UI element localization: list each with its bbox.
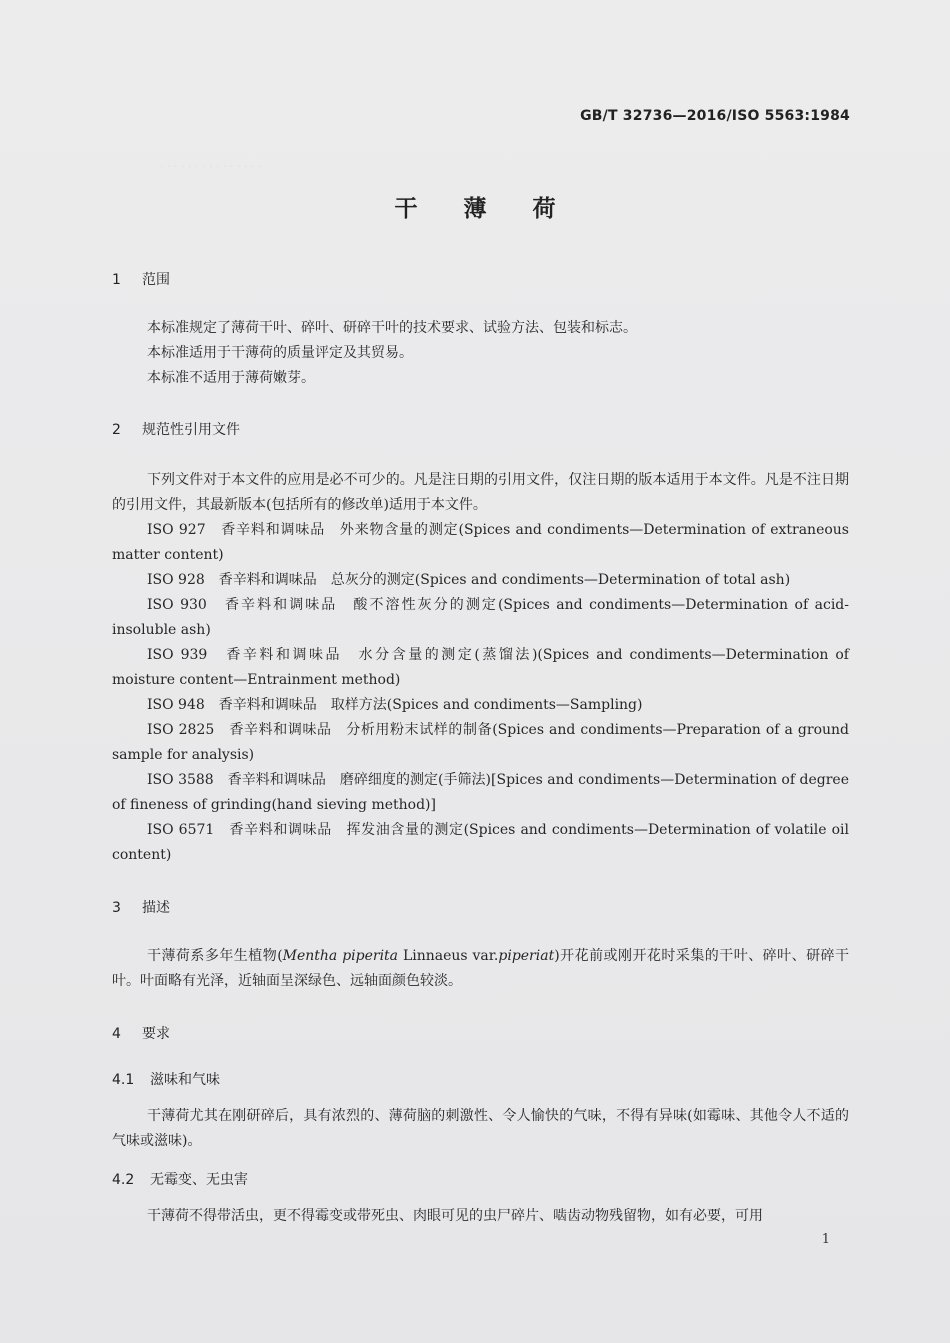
section-2-heading [112, 419, 240, 439]
section-title: 范围 [142, 272, 170, 288]
description-text: )开花前或刚开花时采集的干叶、碎叶、研碎干叶。叶面略有光泽，近轴面呈深绿色、远轴面颜色较淡。 [112, 948, 849, 989]
description-text: 干薄荷系多年生植物( [147, 948, 283, 964]
section-number: 3 [112, 900, 121, 916]
scope-para-3: 本标准不适用于薄荷嫩芽。 [147, 370, 315, 386]
reference-iso-928: ISO 928 香辛料和调味品 总灰分的测定(Spices and condiments—Determination of total ash) [147, 572, 791, 588]
section-1-heading [112, 269, 170, 289]
reference-iso-2825: ISO 2825 香辛料和调味品 分析用粉末试样的制备(Spices and condiments—Preparation of a ground sample for analysis) [112, 722, 849, 763]
section-title: 描述 [142, 900, 170, 916]
description-text: Linnaeus var. [398, 948, 499, 964]
subsection-title: 滋味和气味 [150, 1072, 220, 1088]
reference-iso-6571: ISO 6571 香辛料和调味品 挥发油含量的测定(Spices and condiments—Determination of volatile oil content) [112, 822, 849, 863]
normative-intro: 下列文件对于本文件的应用是必不可少的。凡是注日期的引用文件，仅注日期的版本适用于本文件。凡是不注日期的引用文件，其最新版本(包括所有的修改单)适用于本文件。 [112, 472, 849, 513]
standard-number: GB/T 32736—2016/ISO 5563:1984 [580, 108, 850, 124]
reference-iso-948: ISO 948 香辛料和调味品 取样方法(Spices and condiments—Sampling) [147, 697, 643, 713]
mould-insect-para: 干薄荷不得带活虫，更不得霉变或带死虫、肉眼可见的虫尸碎片、啮齿动物残留物，如有必要，可用 [147, 1208, 763, 1224]
page-number: 1 [821, 1232, 830, 1247]
section-number: 4 [112, 1026, 121, 1042]
scope-para-2: 本标准适用于干薄荷的质量评定及其贸易。 [147, 345, 413, 361]
document-title: 干薄荷 [394, 196, 602, 222]
latin-variety: piperiat [498, 948, 555, 964]
scope-para-1: 本标准规定了薄荷干叶、碎叶、研碎干叶的技术要求、试验方法、包装和标志。 [147, 320, 637, 336]
reference-iso-930: ISO 930 香辛料和调味品 酸不溶性灰分的测定(Spices and condiments—Determination of acid-insoluble ash) [112, 597, 849, 638]
reference-iso-939: ISO 939 香辛料和调味品 水分含量的测定(蒸馏法)(Spices and condiments—Determination of moisture content—Entrainment method) [112, 647, 849, 688]
reference-iso-3588: ISO 3588 香辛料和调味品 磨碎细度的测定(手筛法)[Spices and condiments—Determination of degree of fineness of grinding(hand sieving method)] [112, 772, 849, 813]
taste-odour-para: 干薄荷尤其在刚研碎后，具有浓烈的、薄荷脑的刺激性、令人愉快的气味，不得有异味(如霉味、其他令人不适的气味或滋味)。 [112, 1108, 849, 1149]
latin-name: Mentha piperita [282, 948, 399, 964]
document-page: GB/T 32736—2016/ISO 5563:1984 干薄荷 · · · · · · · · · · · · · · · 1 范围 本标准规定了薄荷干叶、碎叶、研碎干叶的技术要求、试验方法、包装和标志。 本标准适用于干薄荷的质量评定及其贸易。 本标准不适用于薄荷嫩芽。 2 规范性引用文件 下列文件对于本文件的应用是必不可少的。凡是注日期的引用文件，仅注日期的版本适用于本文件。凡是不注日期的引用文件，其最新版本(包括所有的修改单)适用于本文件。 ISO 927 香辛料和调味品 外来物含量的测定(Spices and condiments—Determination of extraneous matter content) ISO 928 香辛料和调味品 总灰分的测定(Spices and condiments—Determination of total ash) ISO 930 香辛料和调味品 酸不溶性灰分的测定(Spices and condiments—Determination of acid-insoluble ash) ISO 939 香辛料和调味品 水分含量的测定(蒸馏法)(Spices and condiments—Determination of moisture content—Entrainment method) ISO 948 香辛料和调味品 取样方法(Spices and condiments—Sampling) ISO 2825 香辛料和调味品 分析用粉末试样的制备(Spices and condiments—Preparation of a ground sample for analysis) ISO 3588 香辛料和调味品 磨碎细度的测定(手筛法)[Spices and condiments—Determination of degree of fineness of grinding(hand sieving method)] ISO 6571 香辛料和调味品 挥发油含量的测定(Spices and condiments—Determination of volatile oil content) 3 描述 干薄荷系多年生植物(Mentha piperita Linnaeus var.piperiat)开花前或刚开花时采集的干叶、碎叶、研碎干叶。叶面略有光泽，近轴面呈深绿色、远轴面颜色较淡。 4 要求 4.1 滋味和气味 干薄荷尤其在刚研碎后，具有浓烈的、薄荷脑的刺激性、令人愉快的气味，不得有异味(如霉味、其他令人不适的气味或滋味)。 4.2 无霉变、无虫害 干薄荷不得带活虫，更不得霉变或带死虫、肉眼可见的虫尸碎片、啮齿动物残留物，如有必要，可用 1 [0, 0, 950, 1343]
section-number: 1 [112, 272, 121, 288]
section-number: 2 [112, 422, 121, 438]
subsection-number: 4.2 [112, 1172, 135, 1188]
reference-iso-927: ISO 927 香辛料和调味品 外来物含量的测定(Spices and condiments—Determination of extraneous matter content) [112, 522, 849, 563]
section-title: 要求 [142, 1026, 170, 1042]
subsection-title: 无霉变、无虫害 [150, 1172, 248, 1188]
section-4-heading [112, 1023, 170, 1043]
description-para [112, 944, 849, 994]
section-3-heading [112, 897, 170, 917]
subsection-4-1-heading [112, 1069, 220, 1089]
subsection-4-2-heading [112, 1169, 248, 1189]
section-title: 规范性引用文件 [142, 422, 240, 438]
subsection-number: 4.1 [112, 1072, 135, 1088]
